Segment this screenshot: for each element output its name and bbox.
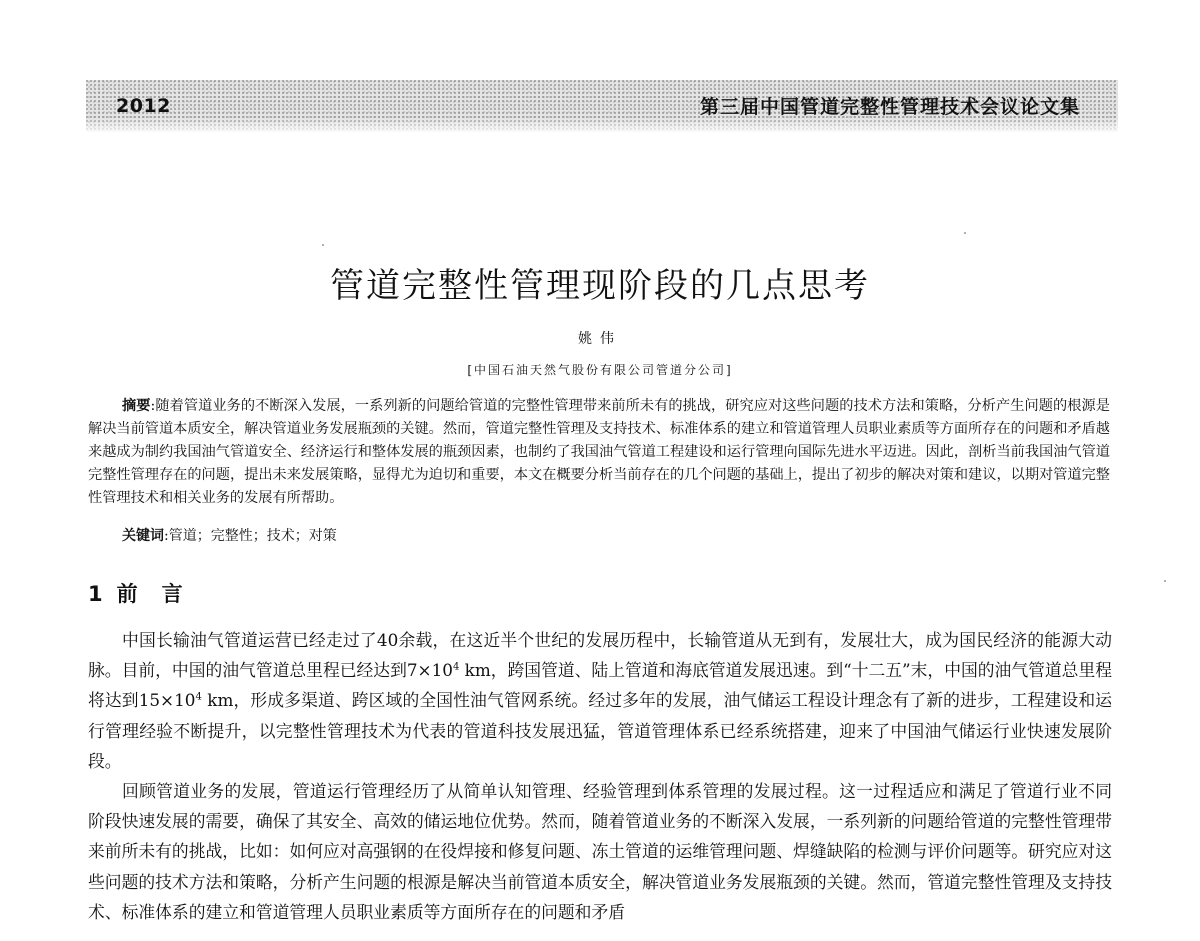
scan-speck <box>322 244 324 246</box>
running-header <box>86 80 1118 132</box>
abstract-text: 随着管道业务的不断深入发展，一系列新的问题给管道的完整性管理带来前所未有的挑战，研究应对这些问题的技术方法和策略，分析产生问题的根源是解决当前管道本质安全，解决管道业务发展瓶颈的关键。然而，管道完整性管理及支持技术、标准体系的建立和管道管理人员职业素质等方面所存在的问题和矛盾越来越成为制约我国油气管道安全、经济运行和整体发展的瓶颈因素，也制约了我国油气管道工程建设和运行管理向国际先进水平迈进。因此，剖析当前我国油气管道完整性管理存在的问题，提出未来发展策略，显得尤为迫切和重要，本文在概要分析当前存在的几个问题的基础上，提出了初步的解决对策和建议，以期对管道完整性管理技术和相关业务的发展有所帮助。 <box>88 398 1110 506</box>
paper-affiliation: [中国石油天然气股份有限公司管道分公司] <box>467 363 733 377</box>
body-paragraph-2: 回顾管道业务的发展，管道运行管理经历了从简单认知管理、经验管理到体系管理的发展过程。这一过程适应和满足了管道行业不同阶段快速发展的需要，确保了其安全、高效的储运地位优势。然而，随着管道业务的不断深入发展，一系列新的问题给管道的完整性管理带来前所未有的挑战，比如：如何应对高强钢的在役焊接和修复问题、冻土管道的运维管理问题、焊缝缺陷的检测与评价问题等。研究应对这些问题的技术方法和策略，分析产生问题的根源是解决当前管道本质安全，解决管道业务发展瓶颈的关键。然而，管道完整性管理及支持技术、标准体系的建立和管道管理人员职业素质等方面所存在的问题和矛盾 <box>88 781 1112 922</box>
abstract <box>88 395 1110 510</box>
body-paragraph-1 <box>88 625 1112 776</box>
header-year: 2012 <box>116 95 171 117</box>
keywords-text: 管道；完整性；技术；对策 <box>168 528 337 544</box>
section-title: 前言 <box>116 582 207 606</box>
scan-speck <box>1164 580 1166 582</box>
abstract-separator: : <box>150 398 156 414</box>
header-proceedings-title: 第三届中国管道完整性管理技术会议论文集 <box>699 96 1080 118</box>
section-heading-1 <box>88 578 207 608</box>
body-paragraph-1-text-a: 中国长输油气管道运营已经走过了40余载，在这近半个世纪的发展历程中，长输管道从无到有，发展壮大，成为国民经济的能源大动脉。目前，中国的油气管道总里程已经达到7×10 <box>88 630 1112 681</box>
keywords-label: 关键词 <box>122 528 164 544</box>
paper-title: 管道完整性管理现阶段的几点思考 <box>330 266 870 306</box>
superscript-exponent: 4 <box>195 691 202 703</box>
abstract-paragraph <box>88 395 1110 510</box>
header-texture-fade <box>86 118 1118 132</box>
section-number: 1 <box>88 582 103 606</box>
body-paragraph-1-text-b: km，跨国管道、陆上管道和海底管道发展迅速。到“十二五”末，中国的油气管道总里程将达到15×10 <box>88 660 1113 711</box>
scan-speck <box>964 232 966 234</box>
abstract-label: 摘要 <box>122 398 151 414</box>
body-paragraph-1-text-c: km，形成多渠道、跨区域的全国性油气管网系统。经过多年的发展，油气储运工程设计理念有了新的进步，工程建设和运行管理经验不断提升，以完整性管理技术为代表的管道科技发展迅猛，管道管理体系已经系统搭建，迎来了中国油气储运行业快速发展阶段。 <box>88 690 1112 771</box>
keywords-separator: : <box>164 528 169 544</box>
superscript-exponent: 4 <box>452 661 460 673</box>
paper-author: 姚伟 <box>578 331 622 347</box>
body-text <box>88 625 1112 927</box>
keywords <box>122 525 337 545</box>
